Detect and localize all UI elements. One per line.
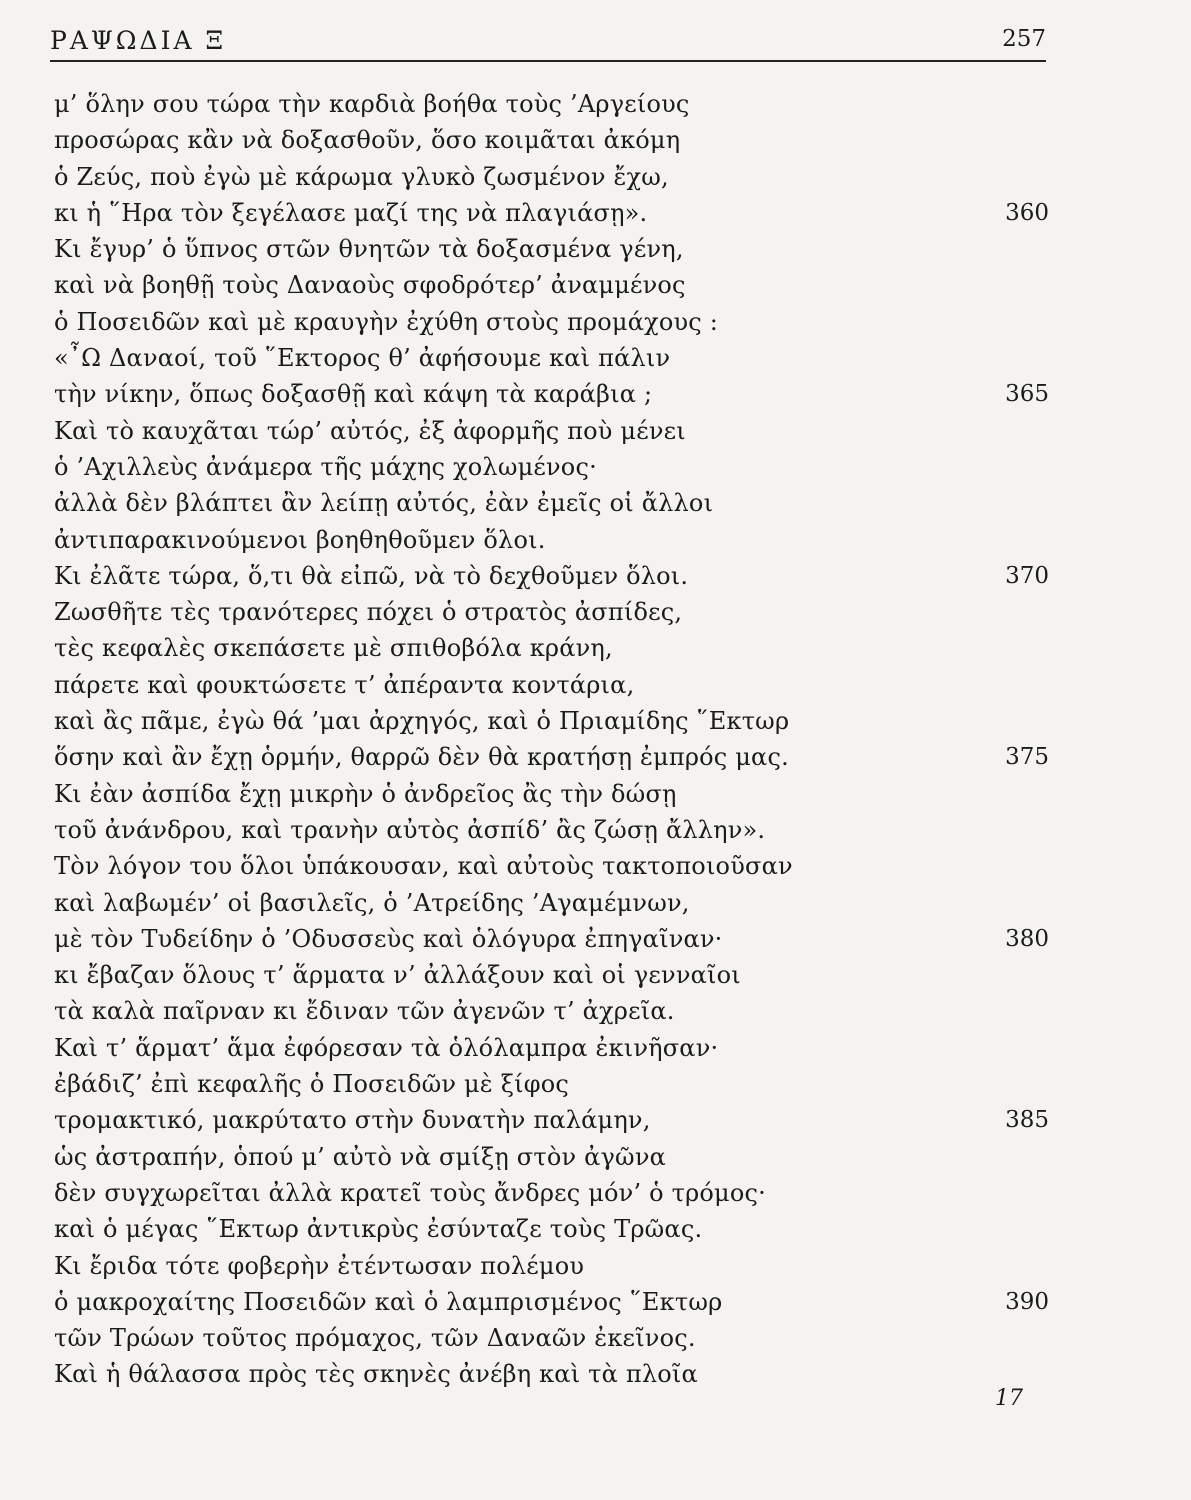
verse-text: τὰ καλὰ παῖρναν κι ἔδιναν τῶν ἀγενῶν τ’ ἀχρεῖα. [54,997,675,1026]
verse-line [54,993,1049,1029]
verse-line [54,630,1049,666]
verse-number: 385 [1005,1107,1049,1134]
verse-line [54,558,1049,594]
verse-text: «῏Ω Δαναοί, τοῦ ῞Εκτορος θ’ ἀφήσουμε καὶ πάλιν [54,344,671,373]
verse-text: ὁ μακροχαίτης Ποσειδῶν καὶ ὁ λαμπρισμένος ῞Εκτωρ [54,1287,723,1316]
verse-text: Καὶ τὸ καυχᾶται τώρ’ αὐτός, ἐξ ἀφορμῆς ποὺ μένει [54,416,686,445]
verse-line [54,921,1049,957]
verse-line [54,848,1049,884]
verse-text: ὁ Ζεύς, ποὺ ἐγὼ μὲ κάρωμα γλυκὸ ζωσμένον ἔχω, [54,162,669,191]
verse-text: Κι ἔριδα τότε φοβερὴν ἐτέντωσαν πολέμου [54,1251,585,1280]
verse-text: Τὸν λόγον του ὅλοι ὑπάκουσαν, καὶ αὐτοὺς τακτοποιοῦσαν [54,852,793,881]
page-header [50,22,1046,60]
verse-line [54,340,1049,376]
verse-text: ἐβάδιζ’ ἐπὶ κεφαλῆς ὁ Ποσειδῶν μὲ ξίφος [54,1070,570,1099]
verse-line [54,522,1049,558]
verse-line [54,1211,1049,1247]
verse-line [54,1320,1049,1356]
verse-text: ἀντιπαρακινούμενοι βοηθηθοῦμεν ὅλοι. [54,525,546,554]
verse-line [54,957,1049,993]
verse-line [54,667,1049,703]
verse-line [54,485,1049,521]
verse-text: καὶ λαβωμέν’ οἱ βασιλεῖς, ὁ ’Ατρείδης ’Αγαμέμνων, [54,888,690,917]
verse-text: τὴν νίκην, ὅπως δοξασθῇ καὶ κάψη τὰ καράβια ; [54,380,653,409]
verse-text: καὶ νὰ βοηθῇ τοὺς Δαναοὺς σφοδρότερ’ ἀναμμένος [54,271,686,300]
verse-text: ἀλλὰ δὲν βλάπτει ἂν λείπῃ αὐτός, ἐὰν ἐμεῖς οἱ ἄλλοι [54,489,714,518]
verse-text: Καὶ ἡ θάλασσα πρὸς τὲς σκηνὲς ἀνέβη καὶ τὰ πλοῖα [54,1360,698,1389]
poem-text [54,86,1049,1393]
verse-number: 390 [1005,1288,1049,1315]
verse-text: πάρετε καὶ φουκτώσετε τ’ ἀπέραντα κοντάρια, [54,670,635,699]
verse-text: Κι ἐὰν ἀσπίδα ἔχῃ μικρὴν ὁ ἀνδρεῖος ἂς τὴν δώσῃ [54,779,677,808]
verse-text: ὁ Ποσειδῶν καὶ μὲ κραυγὴν ἐχύθη στοὺς προμάχους : [54,307,719,336]
verse-text: ὁ ’Αχιλλεὺς ἀνάμερα τῆς μάχης χολωμένος· [54,452,597,481]
verse-number: 375 [1005,744,1049,771]
verse-line [54,1102,1049,1138]
verse-text: Καὶ τ’ ἅρματ’ ἅμα ἐφόρεσαν τὰ ὁλόλαμπρα ἐκινῆσαν· [54,1033,719,1062]
verse-text: ὡς ἀστραπήν, ὁπού μ’ αὐτὸ νὰ σμίξῃ στὸν ἀγῶνα [54,1142,667,1171]
verse-line [54,594,1049,630]
verse-line [54,86,1049,122]
verse-number: 360 [1005,199,1049,226]
verse-line [54,1030,1049,1066]
verse-text: καὶ ἂς πᾶμε, ἐγὼ θά ’μαι ἀρχηγός, καὶ ὁ Πριαμίδης ῞Εκτωρ [54,707,790,736]
verse-text: κι ἔβαζαν ὅλους τ’ ἅρματα ν’ ἀλλάξουν καὶ οἱ γενναῖοι [54,961,741,990]
verse-line [54,231,1049,267]
running-head: ΡΑΨΩΔΙΑ Ξ [50,26,227,55]
verse-text: καὶ ὁ μέγας ῞Εκτωρ ἀντικρὺς ἐσύνταζε τοὺς Τρῶας. [54,1215,703,1244]
verse-line [54,885,1049,921]
verse-text: τῶν Τρώων τοῦτος πρόμαχος, τῶν Δαναῶν ἐκεῖνος. [54,1324,696,1353]
verse-line [54,1248,1049,1284]
verse-text: Κι ἔγυρ’ ὁ ὕπνος στῶν θνητῶν τὰ δοξασμένα γένη, [54,235,684,264]
verse-line [54,1139,1049,1175]
verse-text: μ’ ὅλην σου τώρα τὴν καρδιὰ βοήθα τοὺς ’Αργείους [54,90,690,118]
verse-line [54,413,1049,449]
verse-text: ὅσην καὶ ἂν ἔχῃ ὁρμήν, θαρρῶ δὲν θὰ κρατήσῃ ἐμπρός μας. [54,743,789,772]
verse-line [54,1284,1049,1320]
signature-mark: 17 [995,1386,1023,1411]
verse-text: προσώρας κἂν νὰ δοξασθοῦν, ὅσο κοιμᾶται ἀκόμη [54,126,681,155]
verse-line [54,449,1049,485]
verse-line [54,776,1049,812]
verse-text: τρομακτικό, μακρύτατο στὴν δυνατὴν παλάμην, [54,1106,651,1135]
verse-text: μὲ τὸν Τυδείδην ὁ ’Οδυσσεὺς καὶ ὁλόγυρα ἐπηγαῖναν· [54,924,723,953]
verse-line [54,304,1049,340]
page-number: 257 [1002,26,1046,52]
verse-text: κι ἡ ῞Ηρα τὸν ξεγέλασε μαζί της νὰ πλαγιάσῃ». [54,198,648,227]
verse-number: 380 [1005,925,1049,952]
verse-line [54,1356,1049,1392]
verse-number: 370 [1005,562,1049,589]
verse-line [54,122,1049,158]
verse-line [54,1066,1049,1102]
verse-line [54,159,1049,195]
verse-text: Κι ἐλᾶτε τώρα, ὅ,τι θὰ εἰπῶ, νὰ τὸ δεχθοῦμεν ὅλοι. [54,561,689,590]
verse-line [54,195,1049,231]
verse-line [54,739,1049,775]
verse-text: τὲς κεφαλὲς σκεπάσετε μὲ σπιθοβόλα κράνη, [54,634,613,663]
verse-line [54,376,1049,412]
header-rule [50,60,1046,62]
verse-line [54,1175,1049,1211]
verse-line [54,267,1049,303]
verse-line [54,703,1049,739]
verse-text: Ζωσθῆτε τὲς τρανότερες πόχει ὁ στρατὸς ἀσπίδες, [54,598,683,627]
verse-text: δὲν συγχωρεῖται ἀλλὰ κρατεῖ τοὺς ἄνδρες μόν’ ὁ τρόμος· [54,1178,766,1207]
verse-number: 365 [1005,381,1049,408]
verse-line [54,812,1049,848]
verse-text: τοῦ ἀνάνδρου, καὶ τρανὴν αὐτὸς ἀσπίδ’ ἂς ζώσῃ ἄλλην». [54,815,766,844]
